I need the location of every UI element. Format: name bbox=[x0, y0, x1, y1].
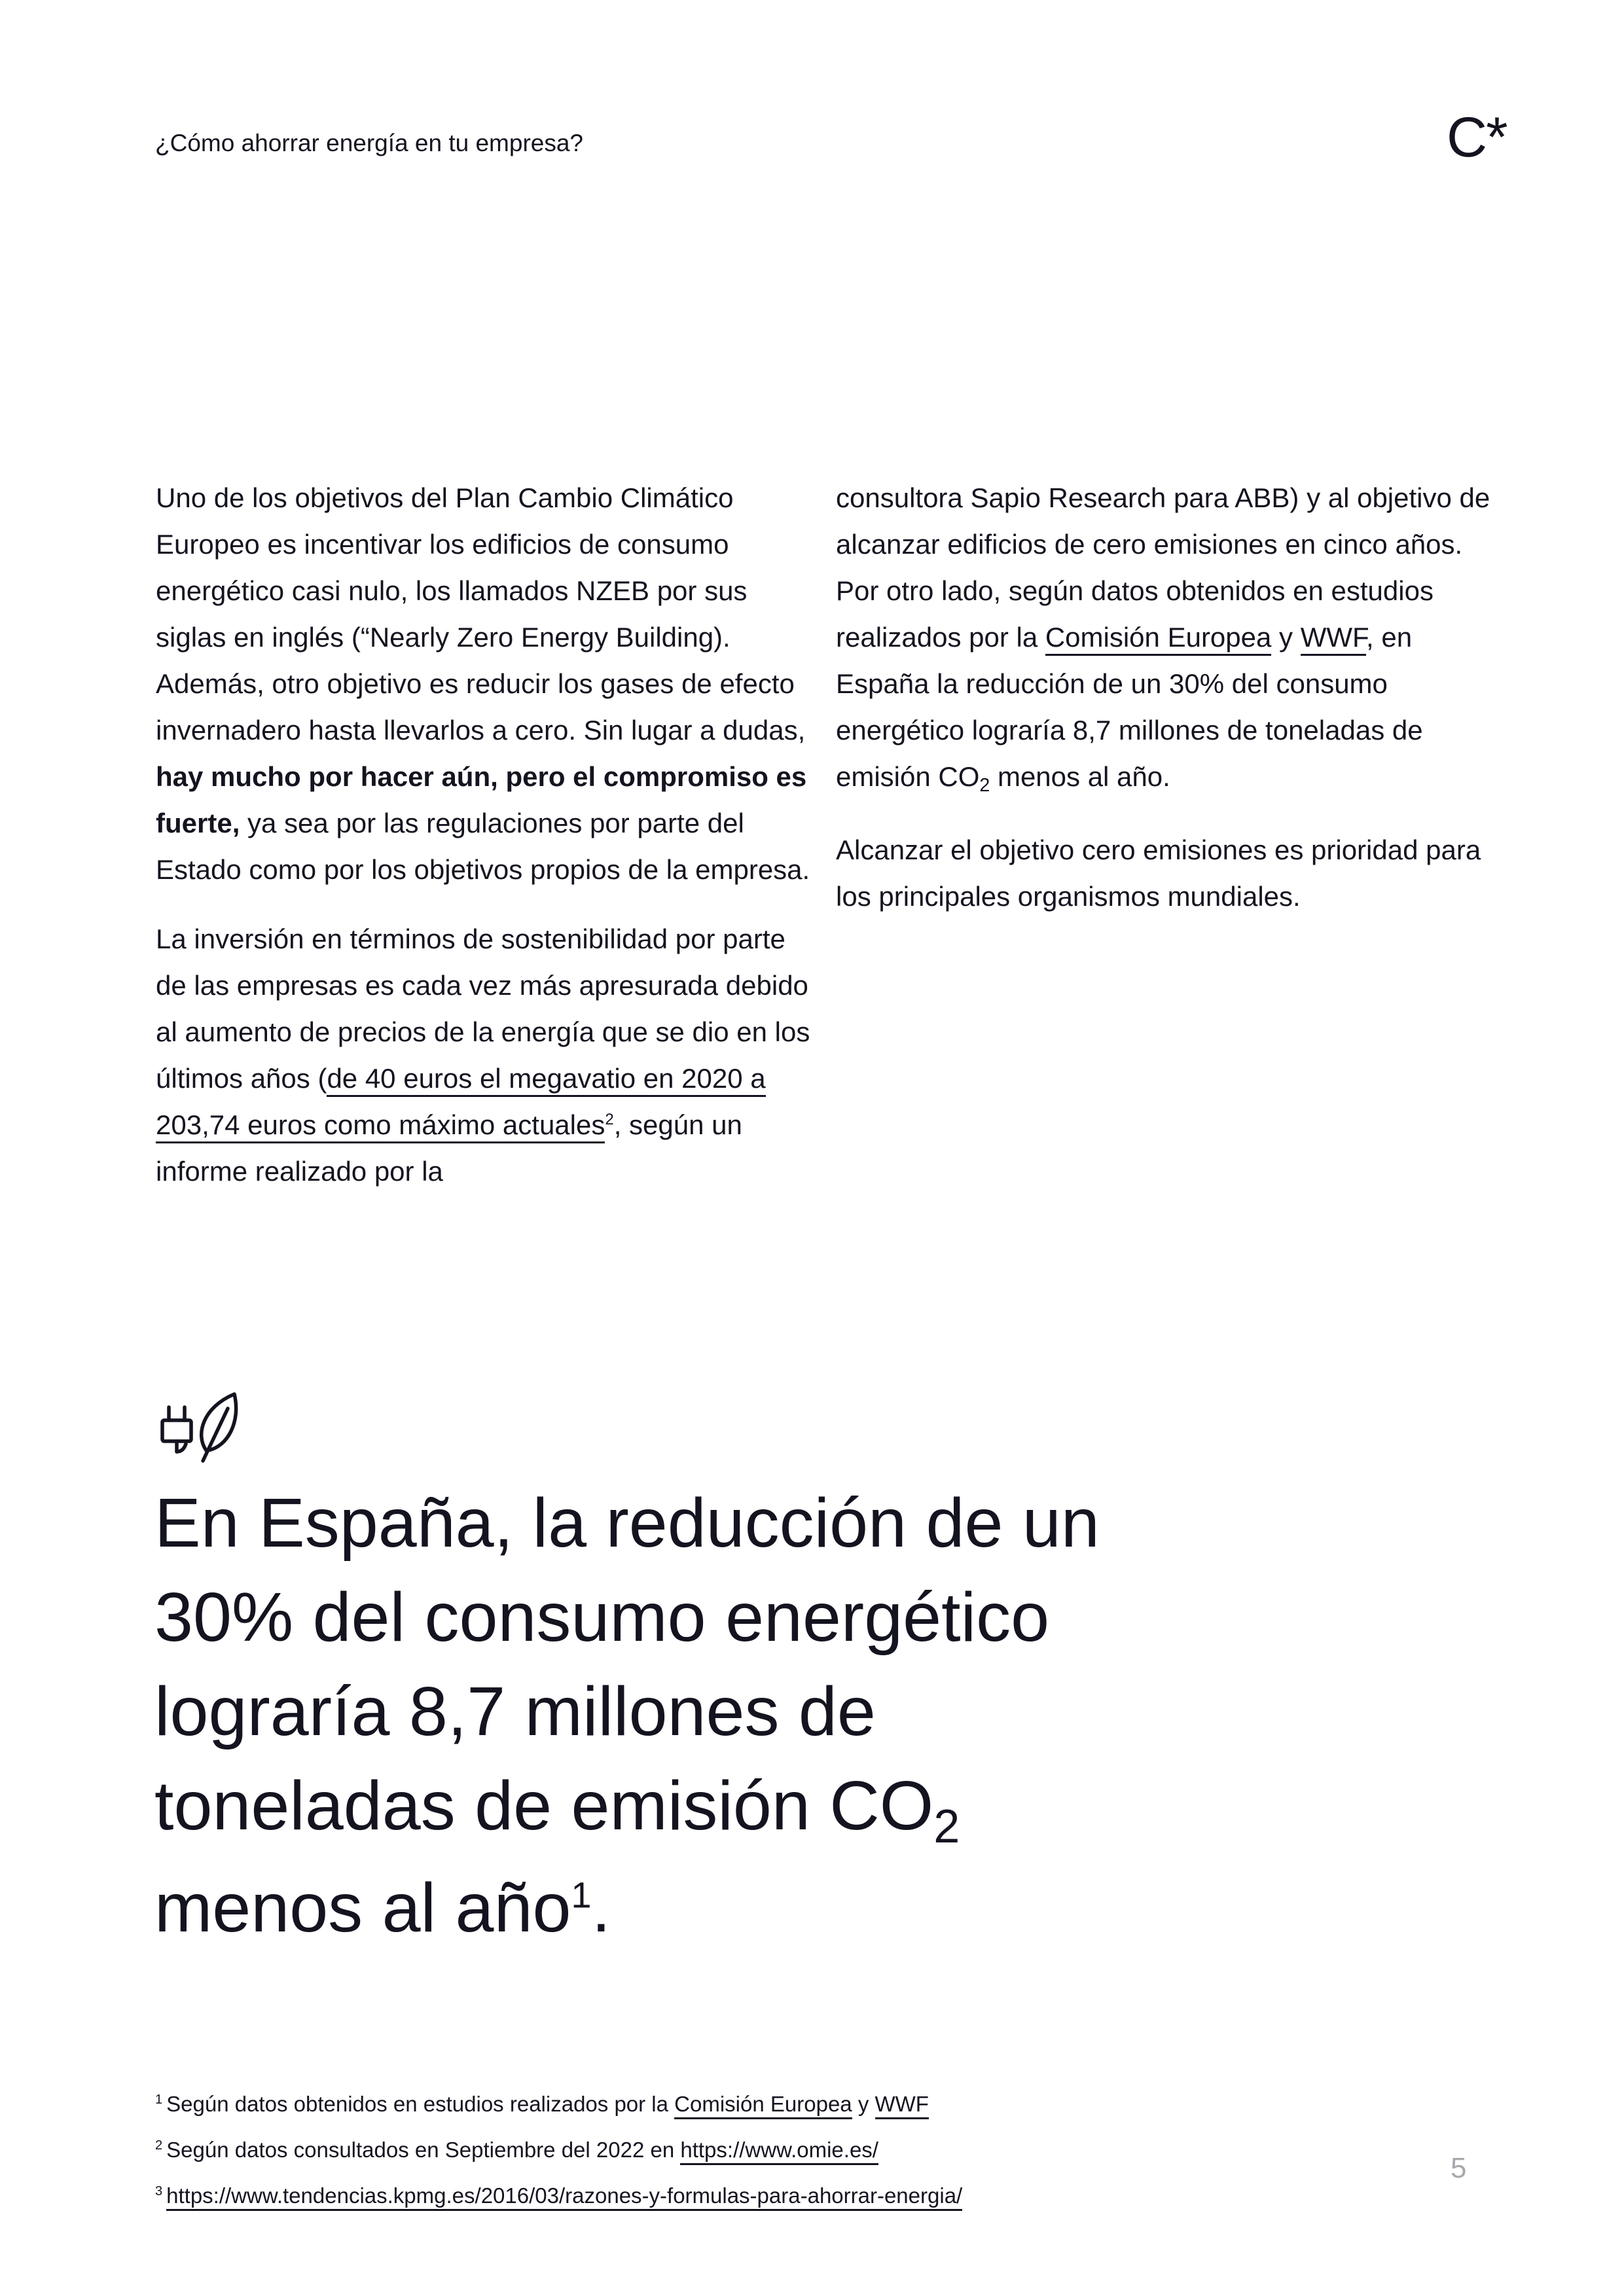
paragraph bbox=[836, 475, 1490, 804]
footnote-number: 2 bbox=[155, 2138, 163, 2153]
footnotes bbox=[155, 2081, 962, 2219]
text-run: consultora Sapio Research para ABB) y al objetivo de alcanzar edificios de cero emisiones en cinco años. Por otro lado, según datos obtenidos en estudios realizados por la bbox=[836, 482, 1490, 653]
text-run: , según un informe realizado por la bbox=[156, 1109, 742, 1187]
paragraph: Alcanzar el objetivo cero emisiones es prioridad para los principales organismos mundiales. bbox=[836, 834, 1481, 912]
right-column bbox=[836, 475, 1490, 920]
text-run: y bbox=[1271, 622, 1301, 653]
text-run: menos al año. bbox=[990, 761, 1170, 792]
footnote-number: 1 bbox=[155, 2092, 163, 2107]
paragraph bbox=[156, 475, 817, 893]
plug-leaf-icon bbox=[157, 1388, 242, 1466]
footnote bbox=[155, 2081, 962, 2127]
comision-europea-link[interactable]: Comisión Europea bbox=[674, 2092, 852, 2119]
wwf-link[interactable]: WWF bbox=[1301, 622, 1366, 656]
left-column bbox=[156, 475, 817, 1194]
subscript: 2 bbox=[979, 774, 990, 796]
text-run: ya sea por las regulaciones por parte del Estado como por los objetivos propios de la empresa. bbox=[156, 808, 810, 885]
pull-quote bbox=[154, 1476, 1149, 1955]
subscript: 2 bbox=[933, 1801, 960, 1854]
brand-logo: C* bbox=[1447, 106, 1507, 169]
document-title: ¿Cómo ahorrar energía en tu empresa? bbox=[155, 130, 584, 156]
text-run: En España, la reducción de un 30% del consumo energético lograría 8,7 millones de toneladas de emisión CO bbox=[154, 1484, 1100, 1844]
bold-text: hay mucho por hacer aún, pero el compromiso es fuerte, bbox=[156, 761, 807, 838]
text-run: Según datos obtenidos en estudios realizados por la bbox=[166, 2092, 675, 2116]
omie-link[interactable]: https://www.omie.es/ bbox=[680, 2138, 878, 2165]
text-run: Uno de los objetivos del Plan Cambio Climático Europeo es incentivar los edificios de consumo energético casi nulo, los llamados NZEB por sus siglas en inglés (“Nearly Zero Energy Building). Además, otro objetivo es reducir los gases de efecto invernadero hasta llevarlos a cero. Sin lugar a dudas, bbox=[156, 482, 806, 745]
comision-europea-link[interactable]: Comisión Europea bbox=[1045, 622, 1272, 656]
kpmg-link[interactable]: https://www.tendencias.kpmg.es/2016/03/razones-y-formulas-para-ahorrar-energia/ bbox=[166, 2183, 962, 2211]
page-number: 5 bbox=[1451, 2152, 1467, 2184]
text-run: . bbox=[591, 1869, 611, 1946]
footnote-number: 3 bbox=[155, 2184, 163, 2198]
footnote bbox=[155, 2173, 962, 2219]
text-run: menos al año bbox=[154, 1869, 571, 1946]
footnote bbox=[155, 2127, 962, 2173]
paragraph bbox=[156, 916, 817, 1194]
text-run: Según datos consultados en Septiembre del 2022 en bbox=[166, 2138, 681, 2162]
footnote-ref: 1 bbox=[571, 1874, 592, 1916]
energy-price-link[interactable]: de 40 euros el megavatio en 2020 a 203,74 euros como máximo actuales bbox=[156, 1063, 766, 1143]
footnote-ref: 2 bbox=[605, 1111, 614, 1128]
text-run: La inversión en términos de sostenibilidad por parte de las empresas es cada vez más apresurada debido al aumento de precios de la energía que se dio en los últimos años ( bbox=[156, 924, 810, 1094]
text-run: y bbox=[852, 2092, 875, 2116]
text-run: , en España la reducción de un 30% del consumo energético lograría 8,7 millones de toneladas de emisión CO bbox=[836, 622, 1423, 792]
wwf-link[interactable]: WWF bbox=[875, 2092, 929, 2119]
